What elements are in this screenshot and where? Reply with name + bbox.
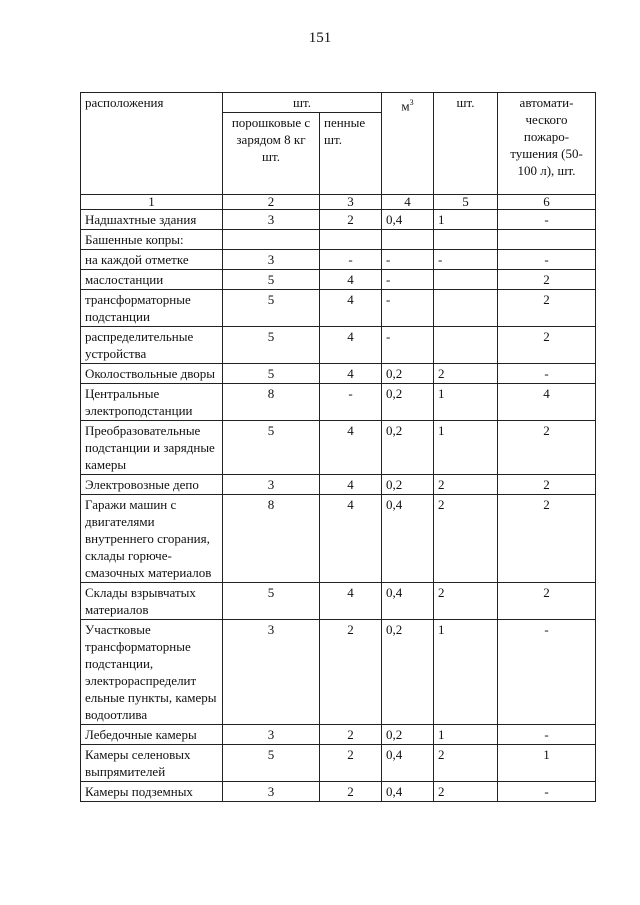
cell-auto: 2 — [498, 475, 596, 495]
cell-m3: 0,4 — [382, 210, 434, 230]
cell-m3: 0,2 — [382, 384, 434, 421]
row-name: Электровозные депо — [81, 475, 223, 495]
row-name: Гаражи машин с двигателями внутреннего сгорания, склады горюче-смазочных материалов — [81, 495, 223, 583]
cell-powder: 3 — [223, 725, 320, 745]
table-row — [81, 327, 596, 364]
cell-m3: - — [382, 290, 434, 327]
cell-foam: - — [320, 384, 382, 421]
cell-sht: 1 — [434, 620, 498, 725]
cell-sht: 2 — [434, 583, 498, 620]
cell-foam: 2 — [320, 620, 382, 725]
cell-auto: 2 — [498, 327, 596, 364]
cell-sht: 1 — [434, 384, 498, 421]
cell-powder: 3 — [223, 620, 320, 725]
index-row — [81, 195, 596, 210]
cell-sht: 2 — [434, 475, 498, 495]
cell-powder: 3 — [223, 782, 320, 802]
header-sht: шт. — [434, 93, 498, 195]
cell-m3: 0,4 — [382, 583, 434, 620]
index-cell: 6 — [498, 195, 596, 210]
cell-foam: 2 — [320, 782, 382, 802]
cell-auto: - — [498, 782, 596, 802]
cell-m3 — [382, 230, 434, 250]
cell-auto: - — [498, 364, 596, 384]
row-name: на каждой отметке — [81, 250, 223, 270]
cell-sht: 2 — [434, 364, 498, 384]
cell-foam: 4 — [320, 583, 382, 620]
cell-m3: 0,2 — [382, 475, 434, 495]
cell-sht: 2 — [434, 495, 498, 583]
cell-sht: 2 — [434, 782, 498, 802]
row-name: Преобразовательные подстанции и зарядные камеры — [81, 421, 223, 475]
table-row — [81, 583, 596, 620]
table-row — [81, 421, 596, 475]
cell-powder: 5 — [223, 421, 320, 475]
cell-sht — [434, 230, 498, 250]
row-name: Надшахтные здания — [81, 210, 223, 230]
table-row — [81, 270, 596, 290]
index-cell: 5 — [434, 195, 498, 210]
table-row — [81, 250, 596, 270]
cell-powder: 5 — [223, 364, 320, 384]
cell-auto — [498, 230, 596, 250]
cell-m3: - — [382, 327, 434, 364]
cell-auto: - — [498, 725, 596, 745]
header-auto: автомати-ческого пожаро-тушения (50-100 л), шт. — [498, 93, 596, 195]
cell-auto: 2 — [498, 290, 596, 327]
cell-foam: 4 — [320, 495, 382, 583]
cell-powder: 8 — [223, 384, 320, 421]
cell-foam: 4 — [320, 270, 382, 290]
header-row-1 — [81, 93, 596, 113]
row-name: трансформаторные подстанции — [81, 290, 223, 327]
header-foam: пенные шт. — [320, 113, 382, 195]
cell-powder: 3 — [223, 210, 320, 230]
cell-m3: 0,2 — [382, 725, 434, 745]
index-cell: 1 — [81, 195, 223, 210]
cell-sht — [434, 290, 498, 327]
cell-auto: 1 — [498, 745, 596, 782]
index-cell: 3 — [320, 195, 382, 210]
table-row — [81, 745, 596, 782]
row-name: распределительные устройства — [81, 327, 223, 364]
cell-foam: 4 — [320, 290, 382, 327]
cell-foam: 2 — [320, 745, 382, 782]
table-row — [81, 230, 596, 250]
table-row — [81, 384, 596, 421]
index-cell: 4 — [382, 195, 434, 210]
row-name: Башенные копры: — [81, 230, 223, 250]
cell-sht: - — [434, 250, 498, 270]
cell-auto: - — [498, 210, 596, 230]
cell-foam: 4 — [320, 421, 382, 475]
cell-sht: 1 — [434, 210, 498, 230]
cell-sht: 1 — [434, 725, 498, 745]
cell-auto: - — [498, 250, 596, 270]
index-cell: 2 — [223, 195, 320, 210]
table-row — [81, 290, 596, 327]
header-group-sht: шт. — [223, 93, 382, 113]
table-row — [81, 782, 596, 802]
cell-powder: 5 — [223, 270, 320, 290]
cell-powder — [223, 230, 320, 250]
header-m3 — [382, 93, 434, 195]
row-name: Камеры подземных — [81, 782, 223, 802]
row-name: Центральные электроподстанции — [81, 384, 223, 421]
cell-powder: 8 — [223, 495, 320, 583]
header-location: расположения — [81, 93, 223, 195]
cell-auto: 2 — [498, 270, 596, 290]
cell-foam: 2 — [320, 210, 382, 230]
cell-powder: 5 — [223, 745, 320, 782]
cell-powder: 5 — [223, 583, 320, 620]
cell-m3: 0,2 — [382, 421, 434, 475]
table-row — [81, 210, 596, 230]
cell-powder: 3 — [223, 475, 320, 495]
cell-sht: 2 — [434, 745, 498, 782]
cell-foam — [320, 230, 382, 250]
cell-m3: - — [382, 250, 434, 270]
cell-foam: 2 — [320, 725, 382, 745]
row-name: Околоствольные дворы — [81, 364, 223, 384]
cell-powder: 5 — [223, 327, 320, 364]
cell-auto: - — [498, 620, 596, 725]
table-row — [81, 725, 596, 745]
cell-foam: - — [320, 250, 382, 270]
cell-auto: 2 — [498, 495, 596, 583]
cell-sht — [434, 270, 498, 290]
table-row — [81, 364, 596, 384]
row-name: Лебедочные камеры — [81, 725, 223, 745]
row-name: Участковые трансформаторные подстанции, электрораспределит ельные пункты, камеры водоотлива — [81, 620, 223, 725]
row-name: Камеры селеновых выпрямителей — [81, 745, 223, 782]
cell-auto: 2 — [498, 421, 596, 475]
table-row — [81, 620, 596, 725]
table-row — [81, 495, 596, 583]
cell-m3: 0,4 — [382, 745, 434, 782]
row-name: Склады взрывчатых материалов — [81, 583, 223, 620]
header-m3-base: м — [401, 98, 410, 114]
cell-sht — [434, 327, 498, 364]
header-m3-exp: 3 — [409, 98, 414, 107]
cell-auto: 2 — [498, 583, 596, 620]
header-powder: порошковые с зарядом 8 кг шт. — [223, 113, 320, 195]
row-name: маслостанции — [81, 270, 223, 290]
cell-foam: 4 — [320, 364, 382, 384]
cell-powder: 3 — [223, 250, 320, 270]
page-number: 151 — [308, 30, 332, 46]
cell-m3: 0,2 — [382, 620, 434, 725]
cell-m3: 0,2 — [382, 364, 434, 384]
table-row — [81, 475, 596, 495]
cell-powder: 5 — [223, 290, 320, 327]
cell-auto: 4 — [498, 384, 596, 421]
cell-m3: 0,4 — [382, 782, 434, 802]
cell-foam: 4 — [320, 475, 382, 495]
equipment-table — [80, 92, 596, 802]
cell-sht: 1 — [434, 421, 498, 475]
cell-m3: - — [382, 270, 434, 290]
cell-foam: 4 — [320, 327, 382, 364]
cell-m3: 0,4 — [382, 495, 434, 583]
